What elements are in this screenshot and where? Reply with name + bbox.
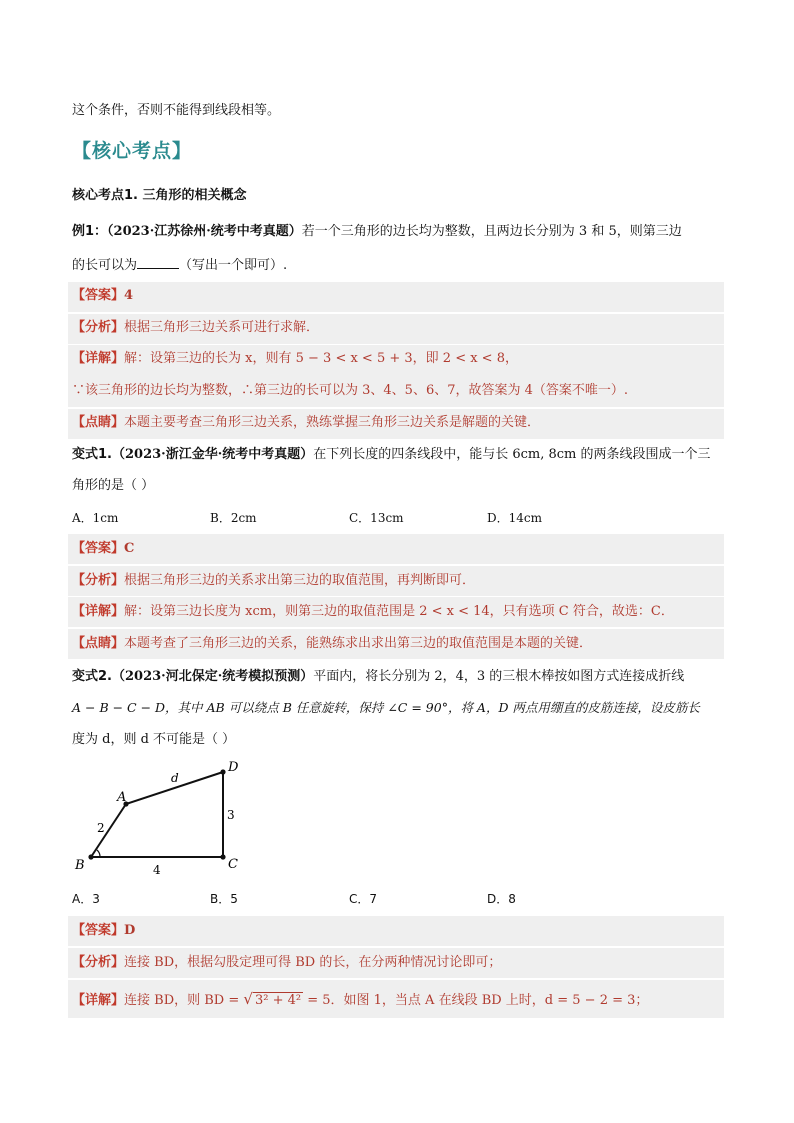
analysis-tag: 【分析】	[72, 955, 125, 970]
analysis-text: 连接 BD，根据勾股定理可得 BD 的长，在分两种情况讨论即可；	[124, 955, 502, 970]
core-point-title: 核心考点1. 三角形的相关概念	[72, 188, 247, 203]
variant2-line-2: A − B − C − D，其中 AB 可以绕点 B 任意旋转，保持 ∠C = 90°，将 A，D 两点用绷直的皮筋连接，设皮筋长	[72, 700, 700, 715]
example1-question: 若一个三角形的边长均为整数，且两边长分别为 3 和 5，则第三边	[301, 224, 682, 239]
answer-blank	[137, 254, 179, 269]
variant1-line-2: 角形的是（ ）	[72, 478, 155, 493]
point-a-label: A	[117, 790, 127, 805]
answer-value: 4	[124, 288, 134, 303]
variant2-label: 变式2.	[72, 669, 112, 684]
variant1-option-a: A．1cm	[72, 511, 119, 525]
variant2-option-a: A．3	[72, 892, 100, 906]
variant1-answer	[72, 539, 724, 559]
quadrilateral-figure	[70, 756, 260, 881]
variant2-detail	[72, 989, 724, 1011]
answer-value: C	[124, 541, 135, 556]
comment-tag: 【点睛】	[72, 636, 125, 651]
label-d: d	[171, 771, 179, 785]
example1-label: 例1：	[72, 224, 108, 239]
answer-tag: 【答案】	[72, 288, 125, 303]
variant1-source: （2023·浙江金华·统考中考真题）	[111, 447, 314, 462]
variant2-option-d: D．8	[487, 892, 516, 906]
comment-text: 本题考查了三角形三边的关系，能熟练求出求出第三边的取值范围是本题的关键．	[124, 636, 593, 651]
sqrt-sign: √	[243, 990, 253, 1008]
variant2-answer	[72, 921, 724, 941]
example1-answer	[72, 286, 724, 306]
variant1-option-c: C．13cm	[349, 511, 404, 525]
detail-text-end: = 5．如图 1，当点 A 在线段 BD 上时，d = 5 − 2 = 3；	[303, 993, 649, 1008]
example1-detail-2	[72, 381, 724, 401]
variant1-comment	[72, 634, 724, 654]
example1-line-2	[72, 254, 724, 276]
label-bc: 4	[153, 863, 161, 877]
label-ab: 2	[97, 821, 105, 835]
variant2-option-c: C．7	[349, 892, 378, 906]
intro-line: 这个条件，否则不能得到线段相等。	[72, 103, 281, 118]
example1-analysis	[72, 318, 724, 338]
example1-line-1	[72, 222, 724, 242]
example1-source: （2023·江苏徐州·统考中考真题）	[107, 224, 302, 239]
example1-comment	[72, 413, 724, 433]
detail-tag: 【详解】	[72, 351, 125, 366]
label-cd: 3	[227, 808, 235, 822]
detail-text: 解：设第三边长度为 xcm，则第三边的取值范围是 2 < x < 14，只有选项 C 符合，故选：C．	[124, 604, 674, 619]
variant1-label: 变式1.	[72, 447, 112, 462]
detail-tag: 【详解】	[72, 993, 125, 1008]
analysis-tag: 【分析】	[72, 320, 125, 335]
angle-mark	[97, 850, 100, 857]
answer-tag: 【答案】	[72, 541, 125, 556]
variant2-question: 平面内，将长分别为 2，4，3 的三根木棒按如图方式连接成折线	[313, 669, 685, 684]
detail-text: 连接 BD，则 BD =	[124, 993, 244, 1008]
analysis-tag: 【分析】	[72, 573, 125, 588]
variant2-option-b: B．5	[210, 892, 238, 906]
point-b-label: B	[75, 858, 85, 873]
variant2-line-3: 度为 d，则 d 不可能是（ ）	[72, 732, 236, 747]
detail-text-cont: ∵该三角形的边长均为整数，∴第三边的长可以为 3、4、5、6、7，故答案为 4（答案不唯一）.	[72, 383, 629, 398]
variant1-detail	[72, 602, 724, 622]
variant1-question: 在下列长度的四条线段中，能与长 6cm, 8cm 的两条线段围成一个三	[313, 447, 711, 462]
variant1-option-b: B．2cm	[210, 511, 257, 525]
section-heading: 【核心考点】	[72, 140, 193, 162]
variant1-analysis	[72, 571, 724, 591]
variant1-line-1	[72, 445, 724, 465]
detail-tag: 【详解】	[72, 604, 125, 619]
point-b-dot	[88, 854, 93, 859]
analysis-text: 根据三角形三边关系可进行求解．	[124, 320, 320, 335]
example1-detail-1	[72, 349, 724, 369]
comment-tag: 【点睛】	[72, 415, 125, 430]
point-c-dot	[220, 854, 225, 859]
variant1-option-d: D．14cm	[487, 511, 542, 525]
variant2-line-1	[72, 667, 724, 687]
variant2-source: （2023·河北保定·统考模拟预测）	[111, 669, 314, 684]
comment-text: 本题主要考查三角形三边关系，熟练掌握三角形三边关系是解题的关键．	[124, 415, 541, 430]
answer-value: D	[124, 923, 136, 938]
point-d-label: D	[228, 760, 239, 775]
variant2-analysis	[72, 953, 724, 973]
sqrt-radicand: 3² + 4²	[254, 993, 302, 1008]
point-d-dot	[220, 769, 225, 774]
analysis-text: 根据三角形三边的关系求出第三边的取值范围，再判断即可．	[124, 573, 476, 588]
point-c-label: C	[228, 857, 238, 872]
example1-question-cont: 的长可以为	[72, 258, 138, 273]
answer-tag: 【答案】	[72, 923, 125, 938]
detail-text: 解：设第三边的长为 x，则有 5 − 3 < x < 5 + 3，即 2 < x < 8，	[124, 351, 518, 366]
example1-question-end: （写出一个即可）.	[179, 258, 288, 273]
